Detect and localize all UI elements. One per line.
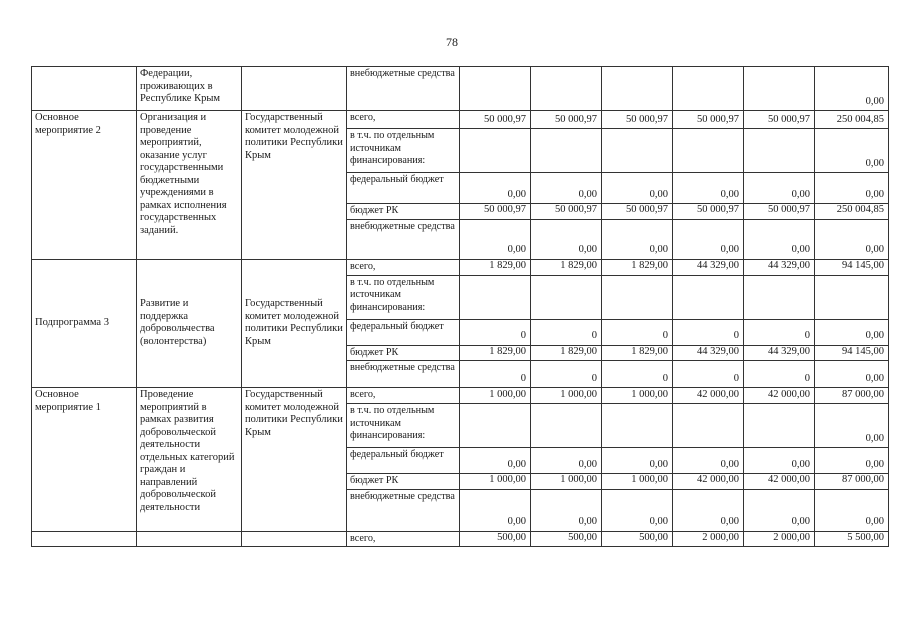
funding-source-label: внебюджетные средства [347,67,460,111]
year-value-cell [602,275,673,319]
year-value-cell: 0,00 [531,489,602,531]
row-name-cell [137,531,242,547]
table-row [32,531,889,547]
total-value-cell: 5 500,00 [815,531,889,547]
total-value-cell: 0,00 [815,448,889,474]
row-executor-cell [242,531,347,547]
year-value-cell: 0 [602,319,673,345]
year-value-cell: 0,00 [460,448,531,474]
year-value-cell: 500,00 [531,531,602,547]
total-value-cell: 0,00 [815,67,889,111]
year-value-cell [531,275,602,319]
year-value-cell: 44 329,00 [673,259,744,275]
funding-source-label: в т.ч. по отдельным источникам финансирования: [347,404,460,448]
year-value-cell: 0,00 [531,173,602,204]
row-name-cell: Федерации, проживающих в Республике Крым [137,67,242,111]
total-value-cell: 0,00 [815,404,889,448]
total-value-cell: 94 145,00 [815,259,889,275]
year-value-cell: 44 329,00 [744,259,815,275]
table-row [32,67,889,111]
total-value-cell: 0,00 [815,489,889,531]
year-value-cell: 50 000,97 [531,111,602,129]
year-value-cell: 1 829,00 [602,259,673,275]
year-value-cell: 0,00 [744,448,815,474]
funding-source-label: всего, [347,111,460,129]
year-value-cell: 1 829,00 [460,259,531,275]
year-value-cell: 2 000,00 [673,531,744,547]
year-value-cell [673,275,744,319]
year-value-cell [460,67,531,111]
row-name-cell: Проведение мероприятий в рамках развития добровольческой деятельности отдельных категорий граждан и направлений добровольческой деятельности [137,388,242,532]
year-value-cell: 50 000,97 [602,111,673,129]
year-value-cell [673,67,744,111]
table-row [32,111,889,129]
year-value-cell: 1 000,00 [460,474,531,490]
year-value-cell: 0,00 [460,489,531,531]
year-value-cell: 42 000,00 [744,474,815,490]
page-number: 78 [446,35,458,49]
year-value-cell: 0,00 [673,489,744,531]
year-value-cell: 0,00 [744,489,815,531]
row-name-cell: Развитие и поддержка добровольчества (волонтерства) [137,259,242,388]
total-value-cell: 0,00 [815,319,889,345]
row-code-cell [32,67,137,111]
year-value-cell: 44 329,00 [744,345,815,361]
total-value-cell: 0,00 [815,361,889,388]
year-value-cell: 50 000,97 [602,204,673,220]
funding-source-label: всего, [347,531,460,547]
year-value-cell: 1 829,00 [460,345,531,361]
year-value-cell: 0,00 [460,173,531,204]
year-value-cell: 0 [460,319,531,345]
year-value-cell: 50 000,97 [673,111,744,129]
year-value-cell: 0 [531,319,602,345]
year-value-cell [744,404,815,448]
funding-source-label: федеральный бюджет [347,173,460,204]
year-value-cell: 0,00 [460,219,531,259]
year-value-cell: 50 000,97 [531,204,602,220]
year-value-cell [531,129,602,173]
year-value-cell: 1 000,00 [602,474,673,490]
table-row [32,388,889,404]
row-name-cell: Организация и проведение мероприятий, оказание услуг государственными бюджетными учреждениями в рамках исполнения государственных заданий. [137,111,242,260]
year-value-cell: 1 000,00 [460,388,531,404]
year-value-cell [602,129,673,173]
year-value-cell: 0 [531,361,602,388]
table-row [32,259,889,275]
year-value-cell: 0 [744,319,815,345]
funding-table [31,66,889,547]
year-value-cell: 2 000,00 [744,531,815,547]
year-value-cell: 500,00 [602,531,673,547]
year-value-cell: 0,00 [744,219,815,259]
funding-source-label: всего, [347,388,460,404]
year-value-cell: 50 000,97 [673,204,744,220]
year-value-cell: 0,00 [744,173,815,204]
row-executor-cell [242,67,347,111]
row-executor-cell: Государственный комитет молодежной политики Республики Крым [242,388,347,532]
year-value-cell [673,129,744,173]
year-value-cell: 0,00 [673,219,744,259]
funding-source-label: внебюджетные средства [347,489,460,531]
year-value-cell: 0 [460,361,531,388]
total-value-cell: 87 000,00 [815,388,889,404]
year-value-cell: 0,00 [673,448,744,474]
year-value-cell [460,404,531,448]
year-value-cell: 50 000,97 [460,204,531,220]
year-value-cell [744,67,815,111]
year-value-cell: 0,00 [602,219,673,259]
total-value-cell [815,275,889,319]
year-value-cell: 1 829,00 [531,259,602,275]
year-value-cell: 0,00 [531,448,602,474]
total-value-cell: 0,00 [815,219,889,259]
funding-source-label: в т.ч. по отдельным источникам финансирования: [347,275,460,319]
year-value-cell: 1 000,00 [531,474,602,490]
year-value-cell: 0,00 [673,173,744,204]
year-value-cell: 500,00 [460,531,531,547]
total-value-cell: 94 145,00 [815,345,889,361]
year-value-cell: 0 [744,361,815,388]
total-value-cell: 250 004,85 [815,204,889,220]
funding-source-label: бюджет РК [347,345,460,361]
year-value-cell [744,129,815,173]
year-value-cell [531,67,602,111]
funding-source-label: внебюджетные средства [347,361,460,388]
row-executor-cell: Государственный комитет молодежной политики Республики Крым [242,111,347,260]
total-value-cell: 87 000,00 [815,474,889,490]
year-value-cell: 1 829,00 [531,345,602,361]
year-value-cell [460,275,531,319]
year-value-cell: 50 000,97 [744,111,815,129]
funding-source-label: бюджет РК [347,204,460,220]
total-value-cell: 250 004,85 [815,111,889,129]
year-value-cell: 1 000,00 [602,388,673,404]
year-value-cell [531,404,602,448]
year-value-cell: 50 000,97 [460,111,531,129]
year-value-cell: 50 000,97 [744,204,815,220]
year-value-cell: 0,00 [531,219,602,259]
total-value-cell: 0,00 [815,129,889,173]
funding-source-label: всего, [347,259,460,275]
year-value-cell: 42 000,00 [744,388,815,404]
funding-source-label: федеральный бюджет [347,448,460,474]
table-body [32,67,889,547]
row-code-cell [32,531,137,547]
year-value-cell: 1 829,00 [602,345,673,361]
year-value-cell: 0 [673,361,744,388]
year-value-cell [602,67,673,111]
year-value-cell: 0,00 [602,448,673,474]
funding-source-label: федеральный бюджет [347,319,460,345]
year-value-cell: 0 [602,361,673,388]
year-value-cell: 42 000,00 [673,474,744,490]
row-code-cell: Подпрограмма 3 [32,259,137,388]
year-value-cell: 44 329,00 [673,345,744,361]
year-value-cell [744,275,815,319]
year-value-cell: 0,00 [602,489,673,531]
row-executor-cell: Государственный комитет молодежной политики Республики Крым [242,259,347,388]
year-value-cell: 0,00 [602,173,673,204]
year-value-cell [673,404,744,448]
year-value-cell [602,404,673,448]
funding-source-label: в т.ч. по отдельным источникам финансирования: [347,129,460,173]
year-value-cell: 0 [673,319,744,345]
row-code-cell: Основное мероприятие 1 [32,388,137,532]
total-value-cell: 0,00 [815,173,889,204]
year-value-cell [460,129,531,173]
funding-source-label: внебюджетные средства [347,219,460,259]
row-code-cell: Основное мероприятие 2 [32,111,137,260]
year-value-cell: 42 000,00 [673,388,744,404]
funding-source-label: бюджет РК [347,474,460,490]
year-value-cell: 1 000,00 [531,388,602,404]
